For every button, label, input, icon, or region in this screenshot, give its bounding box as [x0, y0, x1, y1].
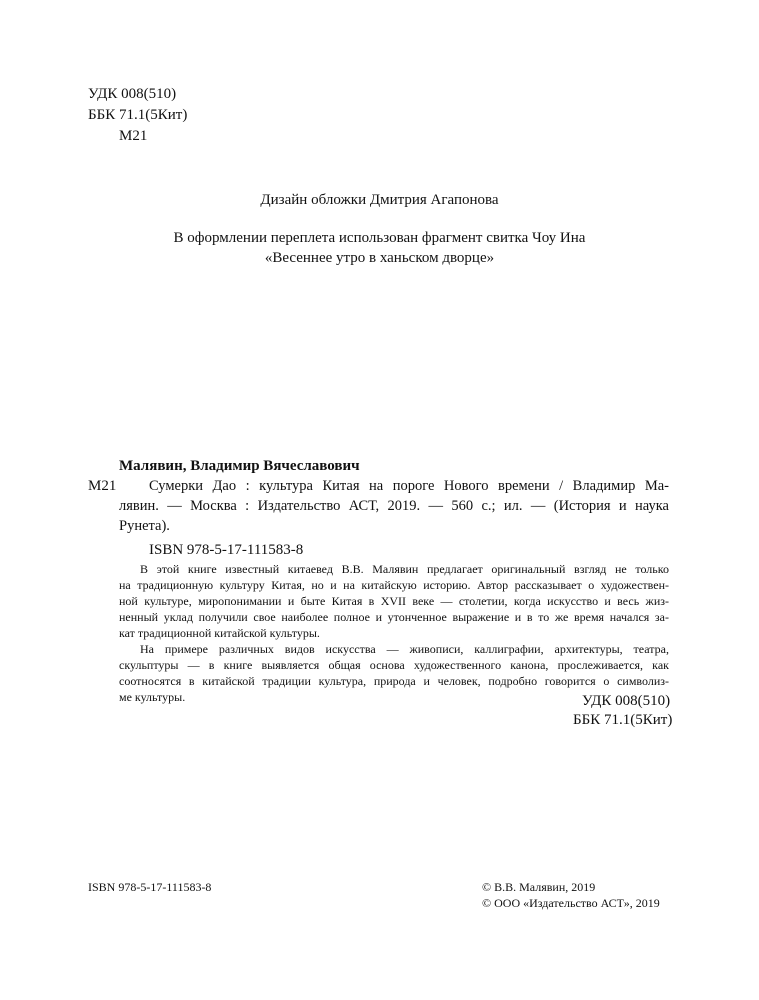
author-mark-top: М21: [119, 128, 148, 144]
abstract-line: соотносятся в китайской традиции культура, природа и человек, подробно говорится о символиз-: [119, 674, 669, 688]
card-author-mark: М21: [88, 478, 117, 494]
isbn-footer: ISBN 978-5-17-111583-8: [88, 880, 212, 894]
binding-credit-line-1: В оформлении переплета использован фрагмент свитка Чоу Ина: [173, 230, 586, 246]
author-heading: Малявин, Владимир Вячеславович: [119, 458, 360, 474]
description-line: лявин. — Москва : Издательство АСТ, 2019. — 560 с.; ил. — (История и наука: [119, 498, 669, 514]
abstract-line: На примере различных видов искусства — живописи, каллиграфии, архитектуры, театра,: [140, 642, 669, 656]
abstract-line: кат традиционной китайской культуры.: [119, 626, 320, 640]
bbk-code-top: ББК 71.1(5Кит): [88, 107, 188, 123]
abstract-line: на традиционную культуру Китая, но и на китайскую историю. Автор рассказывает о художествен-: [119, 578, 669, 592]
abstract-line: скульптуры — в книге выявляется общая основа художественного канона, прослеживается, как: [119, 658, 669, 672]
bbk-code-card: ББК 71.1(5Кит): [573, 712, 673, 728]
binding-credit-line-2: «Весеннее утро в ханьском дворце»: [264, 250, 495, 266]
copyright-author: © В.В. Малявин, 2019: [482, 880, 596, 894]
udk-code-card: УДК 008(510): [582, 693, 671, 709]
udk-code-top: УДК 008(510): [88, 86, 177, 102]
abstract-line: ной культуре, миропонимании и быте Китая в XVII веке — столетии, когда искусство и весь жиз-: [119, 594, 669, 608]
abstract-line: ненный уклад получили свое наиболее полное и утонченное выражение и в то же время начался за-: [119, 610, 669, 624]
isbn-card: ISBN 978-5-17-111583-8: [149, 542, 304, 558]
description-line: Рунета).: [119, 518, 170, 534]
description-line: Сумерки Дао : культура Китая на пороге Нового времени / Владимир Ма-: [149, 478, 669, 494]
abstract-line: ме культуры.: [119, 690, 186, 704]
cover-design-credit: Дизайн обложки Дмитрия Агапонова: [260, 192, 499, 208]
abstract-line: В этой книге известный китаевед В.В. Малявин предлагает оригинальный взгляд не только: [140, 562, 669, 576]
copyright-publisher: © ООО «Издательство АСТ», 2019: [482, 896, 660, 910]
